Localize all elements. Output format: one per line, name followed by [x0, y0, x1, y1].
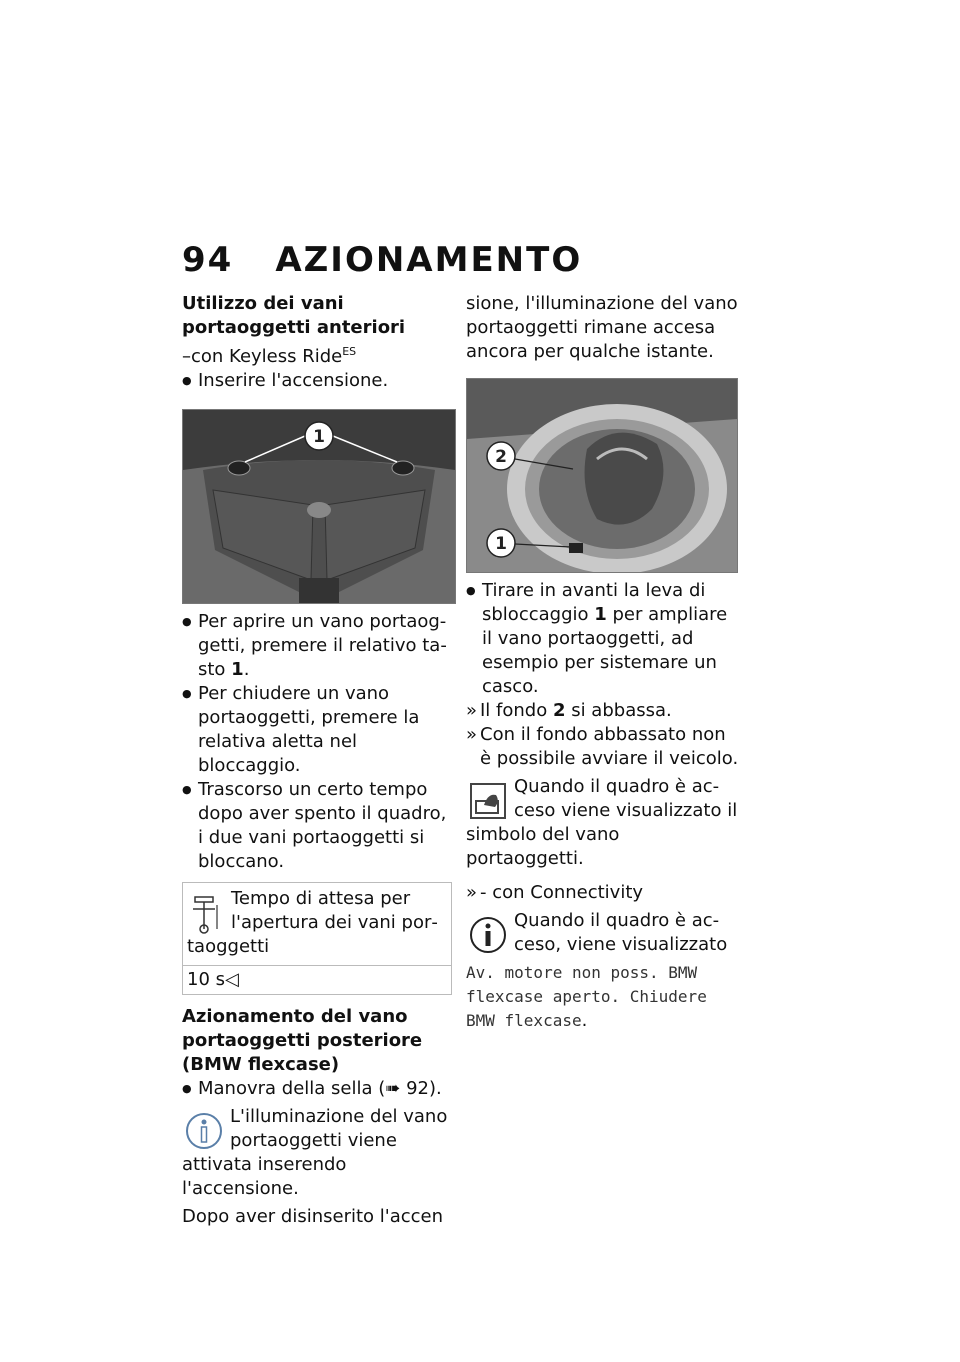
- result-no-start: » Con il fondo abbassato non è possibile avviare il veicolo.: [466, 723, 741, 771]
- continuation-text: sione, l'illuminazione del vano portaoggetti rimane accesa ancora per qualche istante.: [466, 293, 738, 362]
- heading-front-compartments: Utilizzo dei vani portaoggetti anteriori: [182, 293, 406, 338]
- heading-rear-compartment: Azionamento del vano portaoggetti posteriore (BMW flexcase): [182, 1006, 423, 1075]
- left-column: [182, 292, 454, 1229]
- wait-time-label-row: [183, 883, 451, 966]
- step-open: ● Per aprire un vano portaoggetti, premere il relativo tasto 1.: [182, 610, 454, 682]
- note-symbol: [466, 775, 741, 871]
- step-pull-lever: ● Tirare in avanti la leva di sbloccaggio 1 per ampliare il vano portaoggetti, ad esempio per sistemare un casco.: [466, 579, 741, 699]
- display-message: Av. motore non poss. BMW flexcase aperto. Chiudere BMW flexcase.: [466, 963, 707, 1031]
- rear-compartment-photo: [466, 378, 738, 573]
- step-seat: ● Manovra della sella (➠ 92).: [182, 1077, 454, 1101]
- info-icon: [468, 915, 508, 955]
- right-column: [466, 292, 741, 1033]
- variant-line: –con Keyless Ride$^{ES}$: [182, 345, 357, 367]
- timer-icon: [189, 891, 225, 935]
- step-ignition: ● Inserire l'accensione.: [182, 369, 454, 393]
- info-note-display: [466, 909, 741, 957]
- info-note-light: [182, 1105, 454, 1201]
- info-light-text: L'illuminazione del vano portaoggetti viene attivata inserendo l'accensione.: [182, 1106, 448, 1199]
- info-light-text-2: Dopo aver disinserito l'accen: [182, 1206, 444, 1227]
- step-close: ● Per chiudere un vano portaoggetti, premere la relativa aletta nel bloccaggio.: [182, 682, 454, 778]
- page-number: 94: [182, 240, 234, 280]
- front-compartments-photo: [182, 409, 456, 604]
- wait-time-label: Tempo di attesa per l'apertura dei vani portaoggetti: [187, 888, 438, 957]
- info-icon: [184, 1111, 224, 1151]
- page-ref-arrow-icon: ➠: [385, 1078, 401, 1099]
- page-header: [182, 240, 582, 280]
- step-timeout: ● Trascorso un certo tempo dopo aver spento il quadro, i due vani portaoggetti si bloccano.: [182, 778, 454, 874]
- result-floor-lowers: » Il fondo 2 si abbassa.: [466, 699, 741, 723]
- note-symbol-text: Quando il quadro è acceso viene visualizzato il simbolo del vano portaoggetti.: [466, 776, 738, 869]
- wait-time-table: [182, 882, 452, 995]
- connectivity-variant: » - con Connectivity: [466, 881, 741, 905]
- callout-1b: 1: [495, 534, 507, 554]
- note-display-text: Quando il quadro è acceso, viene visualizzato: [514, 910, 728, 955]
- section-title: AZIONAMENTO: [275, 240, 583, 280]
- callout-2: 2: [495, 447, 507, 467]
- callout-1: 1: [313, 427, 325, 447]
- flexcase-symbol-icon: [468, 781, 508, 821]
- wait-time-value: 10 s◁: [187, 969, 239, 990]
